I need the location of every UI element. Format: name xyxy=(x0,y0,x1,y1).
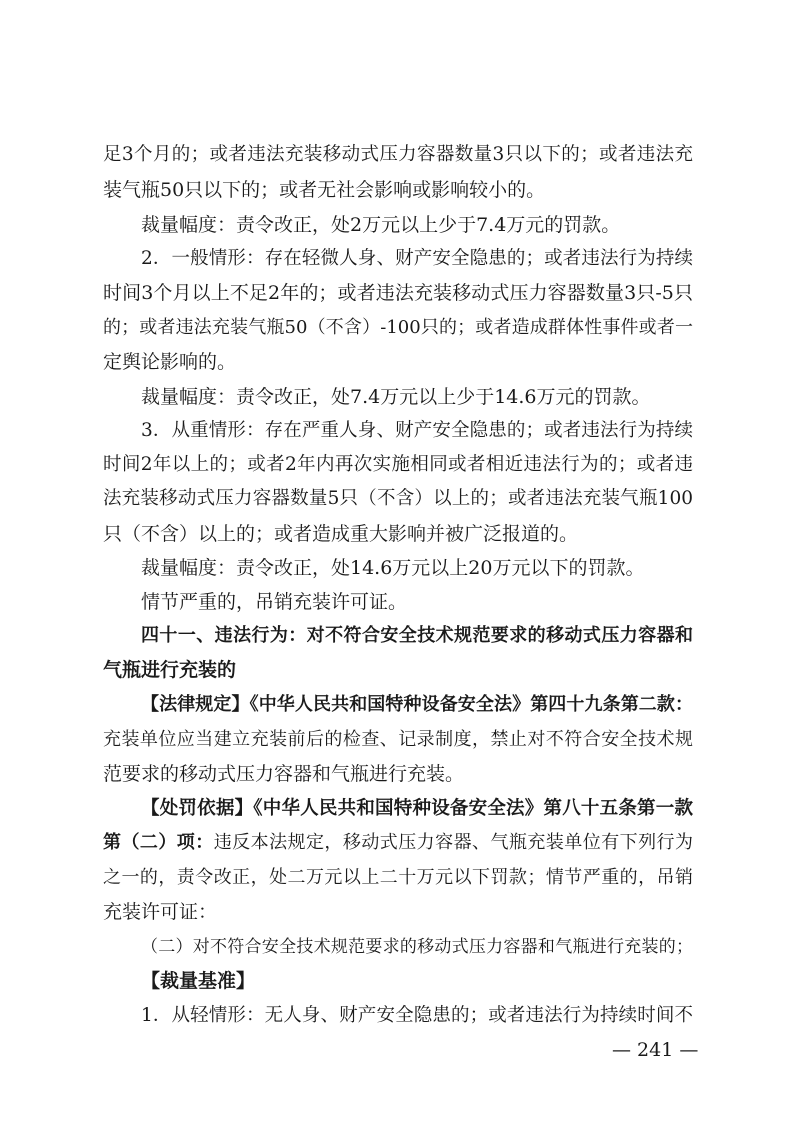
text-line: 3．从重情形：存在严重人身、财产安全隐患的；或者违法行为持续 xyxy=(141,420,693,441)
text-line: 只（不含）以上的；或者造成重大影响并被广泛报道的。 xyxy=(103,523,579,545)
bold-text-span: 【法律规定】《中华人民共和国特种设备安全法》第四十九条第二款： xyxy=(141,694,693,715)
text-line: 法充装移动式压力容器数量5只（不含）以上的；或者违法充装气瓶100 xyxy=(103,488,693,509)
text-line: 气瓶进行充装的 xyxy=(103,659,237,681)
text-line: （二）对不符合安全技术规范要求的移动式压力容器和气瓶进行充装的； xyxy=(141,937,693,957)
text-line: 的；或者违法充装气瓶50（不含）-100只的；或者造成群体性事件或者一 xyxy=(103,317,693,338)
text-line: 四十一、违法行为：对不符合安全技术规范要求的移动式压力容器和 xyxy=(141,625,693,646)
text-line: 【处罚依据】《中华人民共和国特种设备安全法》第八十五条第一款 xyxy=(141,798,693,819)
text-line: 2．一般情形：存在轻微人身、财产安全隐患的；或者违法行为持续 xyxy=(141,248,693,269)
text-line: 定舆论影响的。 xyxy=(103,351,237,373)
text-line: 之一的，责令改正，处二万元以上二十万元以下罚款；情节严重的，吊销 xyxy=(103,867,693,888)
text-line: 时间2年以上的；或者2年内再次实施相同或者相近违法行为的；或者违 xyxy=(103,454,693,475)
text-line: 装气瓶50只以下的；或者无社会影响或影响较小的。 xyxy=(103,179,546,201)
text-line: 充装单位应当建立充装前后的检查、记录制度，禁止对不符合安全技术规 xyxy=(103,729,693,750)
text-line xyxy=(141,692,693,718)
page-number: — 241 — xyxy=(612,1039,699,1061)
text-line: 裁量幅度：责令改正，处2万元以上少于7.4万元的罚款。 xyxy=(141,214,621,236)
text-line: 情节严重的，吊销充装许可证。 xyxy=(141,591,408,613)
bold-text-span: 第（二）项： xyxy=(103,832,214,853)
text-line: 【裁量基准】 xyxy=(141,970,256,992)
text-line: 足3个月的；或者违法充装移动式压力容器数量3只以下的；或者违法充 xyxy=(103,144,693,165)
text-line: 裁量幅度：责令改正，处14.6万元以上20万元以下的罚款。 xyxy=(141,557,645,579)
text-line: 充装许可证： xyxy=(103,901,218,923)
text-line xyxy=(103,830,693,856)
text-line: 范要求的移动式压力容器和气瓶进行充装。 xyxy=(103,763,465,785)
text-line: 裁量幅度：责令改正，处7.4万元以上少于14.6万元的罚款。 xyxy=(141,386,651,408)
text-span: 违反本法规定，移动式压力容器、气瓶充装单位有下列行为 xyxy=(213,832,694,853)
text-line: 时间3个月以上不足2年的；或者违法充装移动式压力容器数量3只-5只 xyxy=(103,282,693,304)
text-line: 1．从轻情形：无人身、财产安全隐患的；或者违法行为持续时间不 xyxy=(141,1005,693,1026)
